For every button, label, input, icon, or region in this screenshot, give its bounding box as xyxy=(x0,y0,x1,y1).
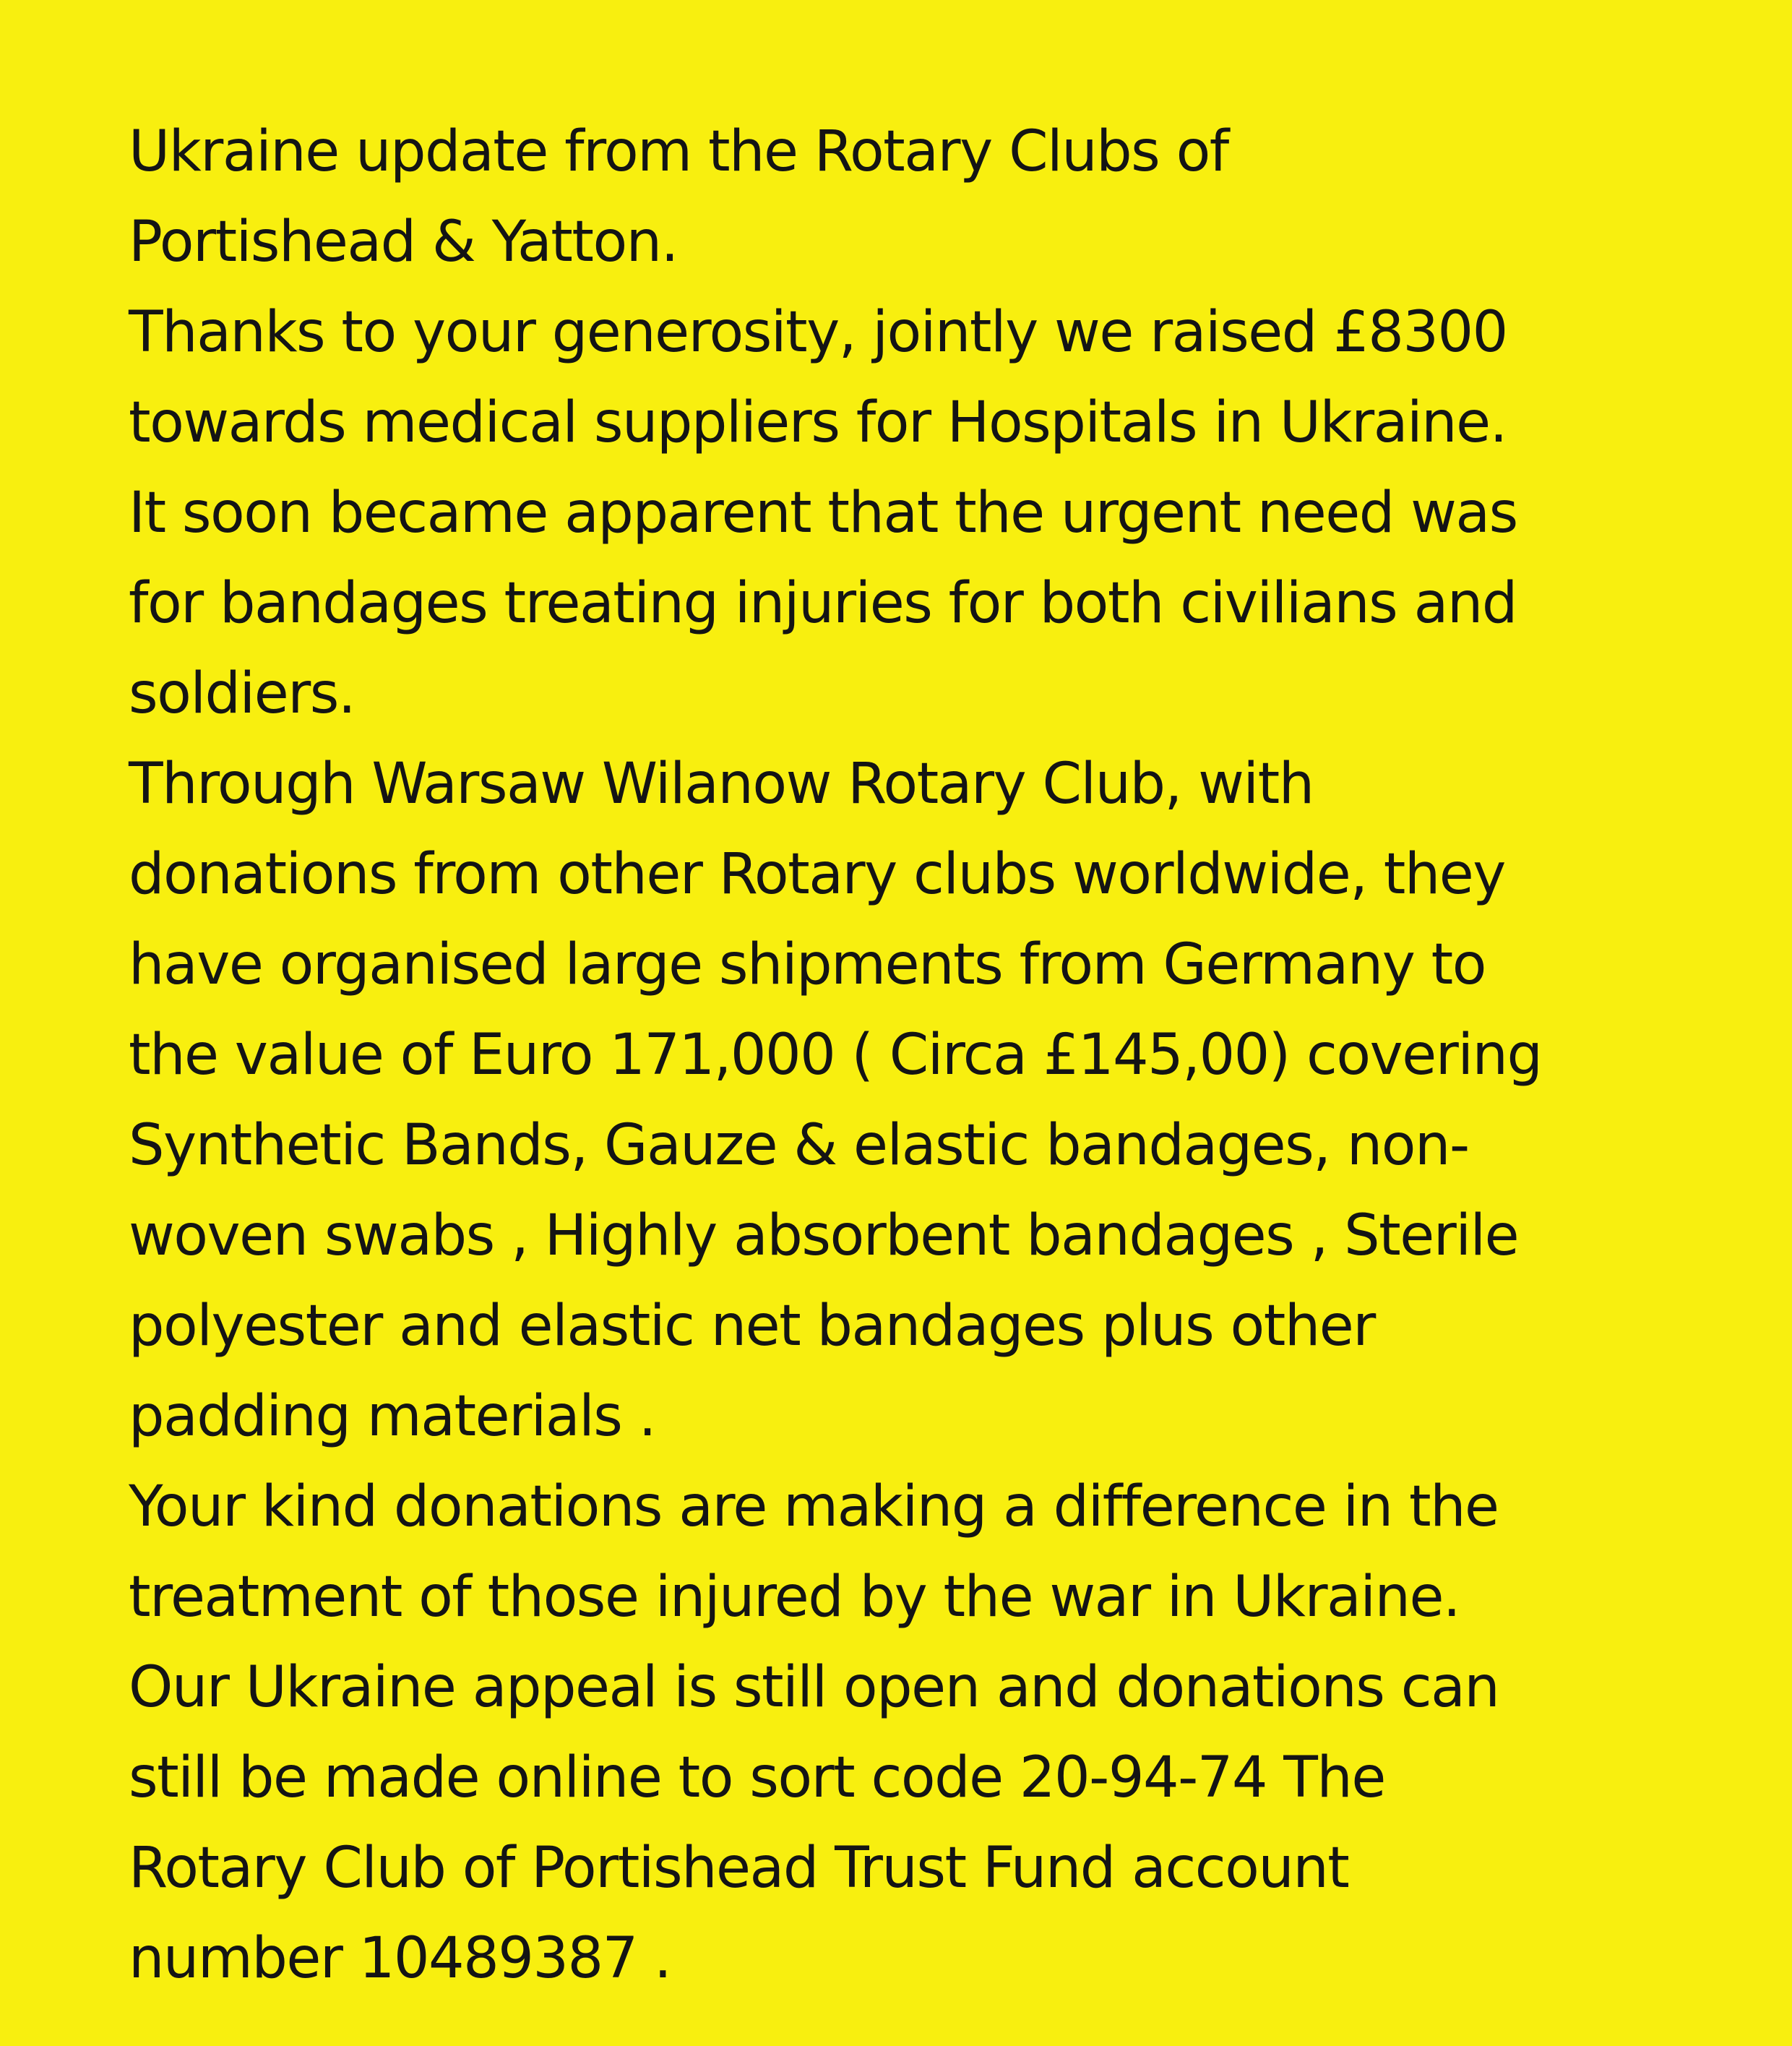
text-line: treatment of those injured by the war in Ukraine. xyxy=(129,1565,1460,1630)
paragraph-funds-raised xyxy=(129,288,1718,468)
paragraph-impact xyxy=(129,1462,1718,1643)
text-line: Your kind donations are making a difference in the xyxy=(129,1474,1499,1539)
paragraph-urgent-need xyxy=(129,468,1718,739)
text-line: Thanks to your generosity, jointly we raised £8300 xyxy=(129,300,1507,365)
text-line: padding materials . xyxy=(129,1384,656,1449)
text-line: Ukraine update from the Rotary Clubs of xyxy=(129,119,1228,184)
text-line: It soon became apparent that the urgent need was xyxy=(129,481,1517,546)
text-line: Our Ukraine appeal is still open and donations can xyxy=(129,1655,1499,1720)
text-line: number 10489387 . xyxy=(129,1926,671,1991)
text-line: for bandages treating injuries for both civilians and xyxy=(129,571,1517,636)
paragraph-donation-details xyxy=(129,1643,1718,2004)
text-line: the value of Euro 171,000 ( Circa £145,00) covering xyxy=(129,1023,1542,1088)
paragraph-intro xyxy=(129,107,1718,288)
text-line: Portishead & Yatton. xyxy=(129,210,678,275)
text-line: woven swabs , Highly absorbent bandages , Sterile xyxy=(129,1203,1519,1268)
text-line: polyester and elastic net bandages plus other xyxy=(129,1294,1375,1359)
text-line: Rotary Club of Portishead Trust Fund account xyxy=(129,1836,1349,1901)
appeal-notice-text xyxy=(129,107,1718,2004)
text-line: Synthetic Bands, Gauze & elastic bandages, non- xyxy=(129,1113,1469,1178)
text-line: towards medical suppliers for Hospitals in Ukraine. xyxy=(129,390,1507,455)
text-line: have organised large shipments from Germany to xyxy=(129,932,1486,997)
text-line: still be made online to sort code 20-94-74 The xyxy=(129,1745,1385,1810)
text-line: soldiers. xyxy=(129,661,356,726)
text-line: donations from other Rotary clubs worldwide, they xyxy=(129,842,1505,907)
paragraph-shipments xyxy=(129,739,1718,1462)
text-line: Through Warsaw Wilanow Rotary Club, with xyxy=(129,752,1314,817)
